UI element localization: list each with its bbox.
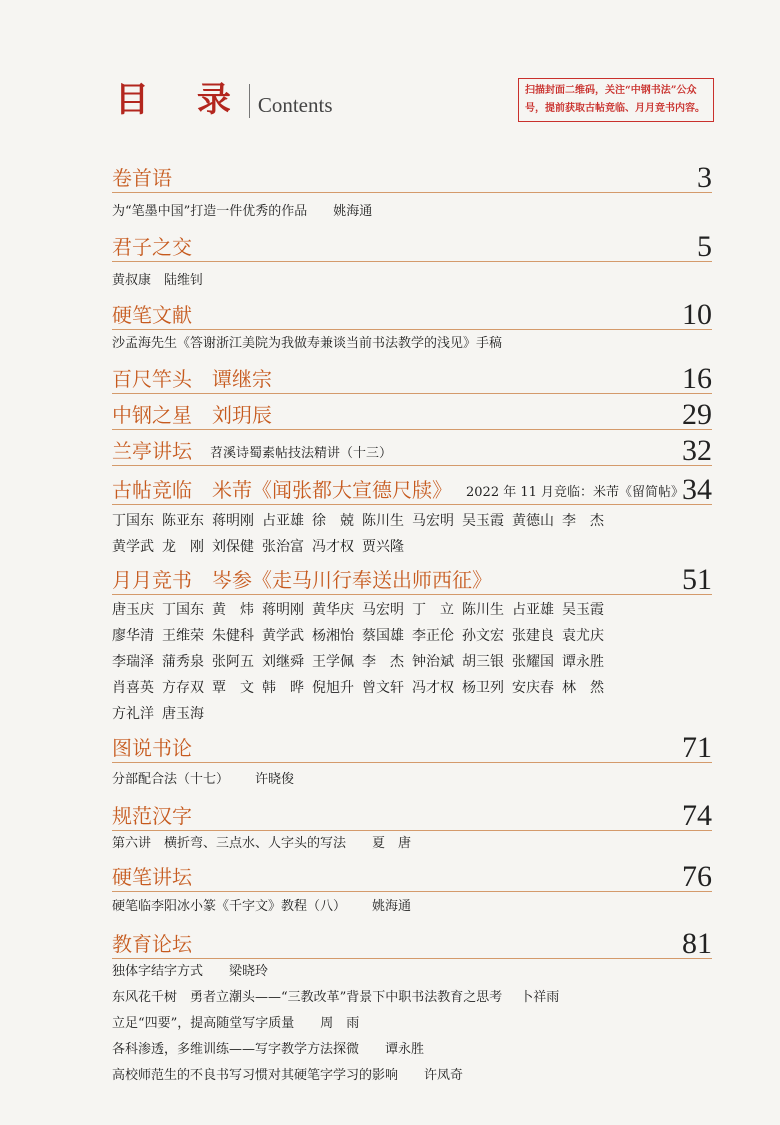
contributor-name: 朱健科 xyxy=(212,628,254,644)
contributor-name: 占亚雄 xyxy=(262,513,304,529)
section-title: 月月竞书 岑参《走马川行奉送出师西征》 xyxy=(112,568,492,592)
contributor-name: 杨卫列 xyxy=(462,680,504,696)
entry-yingbi[interactable] xyxy=(112,897,411,917)
section-guifan[interactable] xyxy=(112,794,712,831)
section-gutie[interactable] xyxy=(112,468,712,505)
section-lanting[interactable] xyxy=(112,429,712,466)
contributor-name: 龙 刚 xyxy=(162,539,204,555)
contributor-name: 唐玉庆 xyxy=(112,602,154,618)
contributor-name: 张阿五 xyxy=(212,654,254,670)
toc-header xyxy=(115,80,333,120)
section-title: 百尺竿头 谭继宗 xyxy=(112,367,272,391)
contributor-name: 蔡国雄 xyxy=(362,628,404,644)
contributor-name: 孙文宏 xyxy=(462,628,504,644)
entry-jiaoyu-2[interactable] xyxy=(112,988,559,1008)
entry-jiaoyu-1[interactable] xyxy=(112,962,268,982)
name-row xyxy=(112,701,612,727)
entry-juanshouyu[interactable] xyxy=(112,202,372,222)
contributor-name: 丁国东 xyxy=(112,513,154,529)
page-number: 81 xyxy=(682,927,712,960)
name-row xyxy=(112,597,612,623)
contributor-name: 张耀国 xyxy=(512,654,554,670)
entry-title: 第六讲 横折弯、三点水、人字头的写法 xyxy=(112,836,347,851)
contributor-name: 李正伦 xyxy=(412,628,454,644)
section-title: 硬笔讲坛 xyxy=(112,865,192,889)
contributor-name: 马宏明 xyxy=(362,602,404,618)
section-juanshouyu[interactable] xyxy=(112,156,712,193)
entry-title: 为“笔墨中国”打造一件优秀的作品 xyxy=(112,204,308,219)
contributor-name: 覃 文 xyxy=(212,680,254,696)
contributor-name: 蒋明刚 xyxy=(212,513,254,529)
contributor-name: 黄 炜 xyxy=(212,602,254,618)
contributor-name: 李 杰 xyxy=(562,513,604,529)
entry-jiaoyu-3[interactable] xyxy=(112,1014,359,1034)
section-title: 兰亭讲坛 xyxy=(112,439,192,463)
contributor-name: 杨湘怡 xyxy=(312,628,354,644)
contributor-name: 刘继舜 xyxy=(262,654,304,670)
gutie-name-list xyxy=(112,508,612,560)
page-title: 目 录 xyxy=(115,80,249,120)
section-note: 2022 年 11 月竞临：米芾《留简帖》 xyxy=(466,485,685,500)
entry-title: 沙孟海先生《答谢浙江美院为我做寿兼谈当前书法教学的浅见》手稿 xyxy=(112,336,503,351)
page-number: 5 xyxy=(697,230,712,263)
contributor-name: 袁尤庆 xyxy=(562,628,604,644)
entry-author: 姚海通 xyxy=(333,204,373,219)
contributor-name: 谭永胜 xyxy=(562,654,604,670)
entry-author: 卜祥雨 xyxy=(520,990,560,1005)
name-row xyxy=(112,623,612,649)
contributor-name: 肖喜英 xyxy=(112,680,154,696)
contributor-name: 王学佩 xyxy=(312,654,354,670)
section-title: 君子之交 xyxy=(112,235,192,259)
section-title: 卷首语 xyxy=(112,166,172,190)
contributor-name: 胡三银 xyxy=(462,654,504,670)
entry-jiaoyu-4[interactable] xyxy=(112,1040,424,1060)
contributor-name: 安庆春 xyxy=(512,680,554,696)
contributor-name: 蒋明刚 xyxy=(262,602,304,618)
section-wenxian[interactable] xyxy=(112,293,712,330)
entry-guifan[interactable] xyxy=(112,834,411,854)
page-number: 74 xyxy=(682,799,712,832)
section-title: 中钢之星 刘玥辰 xyxy=(112,403,272,427)
contributor-name: 陈川生 xyxy=(362,513,404,529)
contributor-name: 黄华庆 xyxy=(312,602,354,618)
contributor-name: 李瑞泽 xyxy=(112,654,154,670)
contributor-name: 贾兴隆 xyxy=(362,539,404,555)
title-divider xyxy=(249,84,250,118)
contributor-name: 李 杰 xyxy=(362,654,404,670)
contributor-name: 丁 立 xyxy=(412,602,454,618)
entry-tushuo[interactable] xyxy=(112,770,294,790)
contributor-name: 黄德山 xyxy=(512,513,554,529)
entry-author: 梁晓玲 xyxy=(229,964,269,979)
contributor-name: 黄学武 xyxy=(112,539,154,555)
contributor-name: 蒲秀泉 xyxy=(162,654,204,670)
entry-author: 许晓俊 xyxy=(255,772,295,787)
entry-title: 高校师范生的不良书写习惯对其硬笔字学习的影响 xyxy=(112,1068,399,1083)
page-number: 16 xyxy=(682,362,712,395)
section-tushuo[interactable] xyxy=(112,726,712,763)
entry-title: 东风花千树 勇者立潮头——“三教改革”背景下中职书法教育之思考 xyxy=(112,990,503,1005)
section-baichi[interactable] xyxy=(112,357,712,394)
contributor-name: 马宏明 xyxy=(412,513,454,529)
contributor-name: 刘保健 xyxy=(212,539,254,555)
section-yueyue[interactable] xyxy=(112,558,712,595)
contributor-name: 陈川生 xyxy=(462,602,504,618)
page-number: 34 xyxy=(682,473,712,506)
contributor-name: 徐 兢 xyxy=(312,513,354,529)
contributor-name: 张建良 xyxy=(512,628,554,644)
entry-title: 黄叔康 陆维钊 xyxy=(112,273,204,288)
section-title: 硬笔文献 xyxy=(112,303,192,327)
name-row xyxy=(112,534,612,560)
contributor-name: 曾文轩 xyxy=(362,680,404,696)
section-jiaoyu[interactable] xyxy=(112,922,712,959)
contributor-name: 冯才权 xyxy=(412,680,454,696)
contributor-name: 王维荣 xyxy=(162,628,204,644)
page-number: 51 xyxy=(682,563,712,596)
contributor-name: 韩 晔 xyxy=(262,680,304,696)
contributor-name: 张治富 xyxy=(262,539,304,555)
contributor-name: 廖华清 xyxy=(112,628,154,644)
entry-title: 硬笔临李阳冰小篆《千字文》教程（八） xyxy=(112,899,347,914)
section-title: 古帖竞临 米芾《闻张都大宣德尺牍》 xyxy=(112,478,452,502)
contributor-name: 冯才权 xyxy=(312,539,354,555)
contributor-name: 陈亚东 xyxy=(162,513,204,529)
page-number: 76 xyxy=(682,860,712,893)
entry-title: 独体字结字方式 xyxy=(112,964,204,979)
section-subtitle: 苕溪诗蜀素帖技法精讲（十三） xyxy=(210,446,393,461)
yueyue-name-list xyxy=(112,597,612,727)
entry-title: 立足“四要”，提高随堂写字质量 xyxy=(112,1016,295,1031)
page-title-english: Contents xyxy=(257,93,333,117)
entry-junzi[interactable] xyxy=(112,271,203,291)
entry-author: 姚海通 xyxy=(372,899,412,914)
entry-jiaoyu-5[interactable] xyxy=(112,1066,463,1086)
contributor-name: 黄学武 xyxy=(262,628,304,644)
entry-title: 各科渗透，多维训练——写字教学方法探微 xyxy=(112,1042,360,1057)
contributor-name: 方礼洋 xyxy=(112,706,154,722)
section-yingbi[interactable] xyxy=(112,855,712,892)
page-number: 32 xyxy=(682,434,712,467)
section-junzi[interactable] xyxy=(112,225,712,262)
entry-title: 分部配合法（十七） xyxy=(112,772,230,787)
contributor-name: 吴玉霞 xyxy=(562,602,604,618)
section-zhonggang[interactable] xyxy=(112,393,712,430)
page-number: 29 xyxy=(682,398,712,431)
name-row xyxy=(112,508,612,534)
contributor-name: 吴玉霞 xyxy=(462,513,504,529)
page-number: 10 xyxy=(682,298,712,331)
entry-author: 谭永胜 xyxy=(385,1042,425,1057)
contributor-name: 丁国东 xyxy=(162,602,204,618)
entry-author: 夏 唐 xyxy=(372,836,412,851)
section-title: 图说书论 xyxy=(112,736,192,760)
name-row xyxy=(112,649,612,675)
contributor-name: 倪旭升 xyxy=(312,680,354,696)
section-title: 教育论坛 xyxy=(112,932,192,956)
page-number: 3 xyxy=(697,161,712,194)
name-row xyxy=(112,675,612,701)
page-number: 71 xyxy=(682,731,712,764)
qr-notice: 扫描封面二维码，关注“中钢书法”公众号，提前获取古帖竞临、月月竞书内容。 xyxy=(518,78,714,122)
entry-author: 周 雨 xyxy=(320,1016,360,1031)
contributor-name: 钟治斌 xyxy=(412,654,454,670)
contributor-name: 占亚雄 xyxy=(512,602,554,618)
contributor-name: 唐玉海 xyxy=(162,706,204,722)
contributor-name: 方存双 xyxy=(162,680,204,696)
section-title: 规范汉字 xyxy=(112,804,192,828)
entry-author: 许凤奇 xyxy=(424,1068,464,1083)
contributor-name: 林 然 xyxy=(562,680,604,696)
entry-wenxian[interactable] xyxy=(112,334,502,354)
